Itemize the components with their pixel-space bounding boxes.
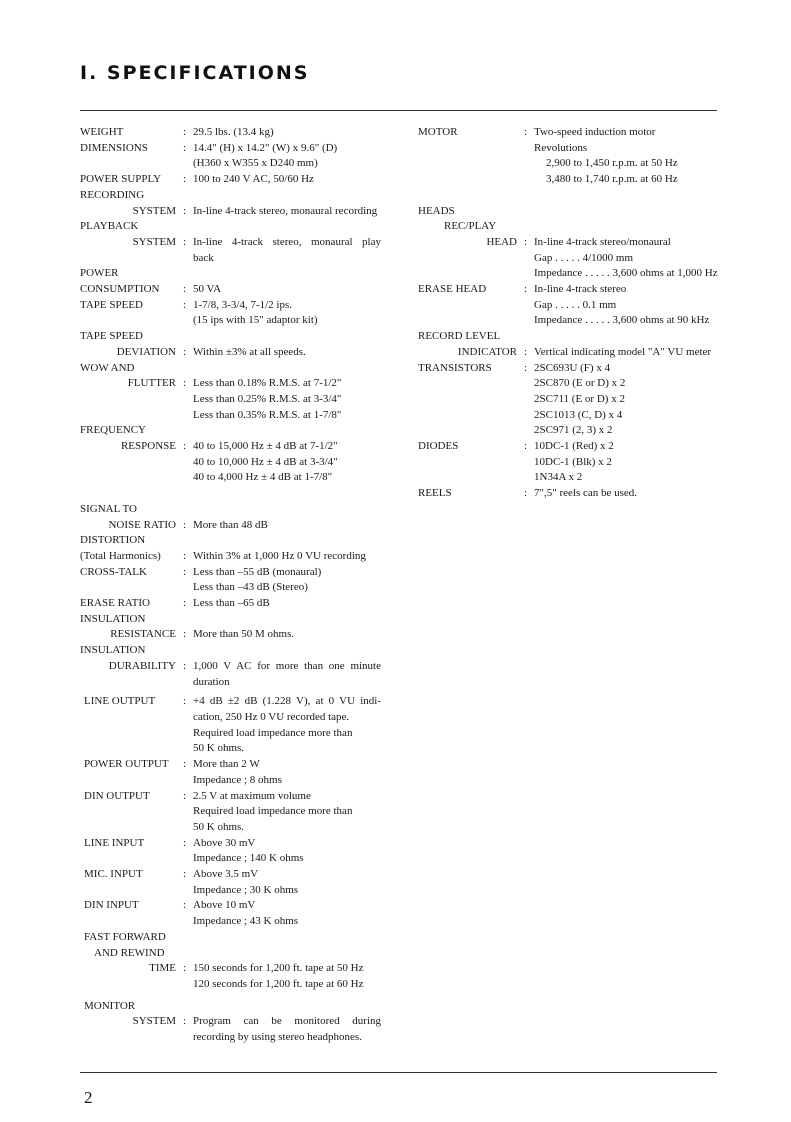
spec-value: Impedance . . . . . 3,600 ohms at 90 kHz xyxy=(534,314,710,327)
spec-label: HEAD xyxy=(486,235,517,248)
spec-value: Program can be monitored during xyxy=(193,1015,381,1028)
spec-label: MOTOR xyxy=(418,126,458,138)
spec-value: 50 K ohms. xyxy=(193,742,245,755)
spec-label: INSULATION xyxy=(80,644,146,657)
separator: : xyxy=(182,899,187,912)
spec-label: ERASE HEAD xyxy=(418,283,487,296)
spec-value: Vertical indicating model "A" VU meter xyxy=(534,345,712,358)
separator: : xyxy=(182,440,187,453)
spec-value: 2SC870 (E or D) x 2 xyxy=(534,377,626,390)
spec-label: WEIGHT xyxy=(80,126,124,138)
separator: : xyxy=(523,440,528,453)
spec-line-input xyxy=(80,836,390,867)
separator: : xyxy=(182,789,187,802)
spec-value: 40 to 10,000 Hz ± 4 dB at 3-3/4" xyxy=(193,455,338,468)
spec-label: SYSTEM xyxy=(132,204,176,217)
spec-value: cation, 250 Hz 0 VU recorded tape. xyxy=(193,711,350,723)
spec-value: Impedance ; 30 K ohms xyxy=(193,883,299,896)
separator: : xyxy=(523,361,528,374)
spec-label: POWER xyxy=(80,267,119,280)
spec-label: LINE OUTPUT xyxy=(84,695,156,708)
spec-label: NOISE RATIO xyxy=(108,518,176,531)
spec-value: Above 10 mV xyxy=(193,899,256,912)
spec-value: Less than 0.25% R.M.S. at 3-3/4" xyxy=(193,392,342,405)
spec-value: Within ±3% at all speeds. xyxy=(193,345,306,358)
spec-label: DIN OUTPUT xyxy=(84,789,150,802)
spec-value: 2SC693U (F) x 4 xyxy=(534,361,611,374)
spec-motor xyxy=(418,125,728,188)
spec-weight xyxy=(80,125,390,141)
spec-value: Impedance . . . . . 3,600 ohms at 1,000 Hz xyxy=(534,267,718,280)
spec-value: 10DC-1 (Red) x 2 xyxy=(534,440,614,453)
separator: : xyxy=(523,345,528,358)
spec-record-level xyxy=(418,329,728,345)
separator: : xyxy=(523,235,528,248)
spec-label: MONITOR xyxy=(84,999,136,1012)
spec-value: Revolutions xyxy=(534,141,588,154)
spec-value: Impedance ; 8 ohms xyxy=(193,773,282,786)
spec-label: FREQUENCY xyxy=(80,424,147,437)
spec-label: TRANSISTORS xyxy=(418,361,492,374)
spec-column-left xyxy=(80,125,390,1046)
spec-label: AND REWIND xyxy=(94,946,165,959)
spec-value: In-line 4-track stereo, monaural play xyxy=(193,235,381,248)
spec-value: 40 to 4,000 Hz ± 4 dB at 1-7/8" xyxy=(193,471,333,484)
separator: : xyxy=(523,126,528,138)
spec-value: Less than –43 dB (Stereo) xyxy=(193,581,308,594)
spec-label: CONSUMPTION xyxy=(80,283,160,296)
spec-label: RESISTANCE xyxy=(110,628,176,641)
spec-label: TAPE SPEED xyxy=(80,330,143,343)
spec-value: Gap . . . . . 0.1 mm xyxy=(534,298,617,311)
spec-value: Less than 0.18% R.M.S. at 7-1/2" xyxy=(193,377,342,390)
spec-value: 120 seconds for 1,200 ft. tape at 60 Hz xyxy=(193,977,364,990)
spec-frequency-response xyxy=(80,423,390,439)
spec-label: DIODES xyxy=(418,440,459,453)
spec-label: DIN INPUT xyxy=(84,899,139,912)
spec-tape-speed xyxy=(80,298,390,329)
spec-value: 100 to 240 V AC, 50/60 Hz xyxy=(193,173,314,186)
spec-value: Above 30 mV xyxy=(193,836,256,849)
spec-heads xyxy=(418,204,728,220)
spec-column-right xyxy=(418,125,728,502)
spec-value: Less than –65 dB xyxy=(193,597,270,610)
separator: : xyxy=(523,487,528,500)
page-title: I. SPECIFICATIONS xyxy=(80,62,310,84)
spec-diodes xyxy=(418,439,728,486)
spec-label: WOW AND xyxy=(80,361,135,374)
spec-label: SYSTEM xyxy=(132,235,176,248)
spec-value: 2SC1013 (C, D) x 4 xyxy=(534,408,623,421)
separator: : xyxy=(182,235,187,248)
spec-label: DISTORTION xyxy=(80,534,146,547)
spec-transistors xyxy=(418,361,728,440)
separator: : xyxy=(182,126,187,138)
separator: : xyxy=(182,549,187,562)
separator: : xyxy=(523,283,528,296)
spec-value: Less than 0.35% R.M.S. at 1-7/8" xyxy=(193,408,342,421)
spec-value: 2.5 V at maximum volume xyxy=(193,789,311,802)
spec-label: SIGNAL TO xyxy=(80,502,137,515)
spec-erase-ratio xyxy=(80,596,390,612)
spec-label: REELS xyxy=(418,487,452,500)
separator: : xyxy=(182,659,187,672)
spec-line-output xyxy=(80,694,390,757)
spec-value: 1N34A x 2 xyxy=(534,471,583,484)
spec-value: Within 3% at 1,000 Hz 0 VU recording xyxy=(193,549,366,562)
spec-value: 1,000 V AC for more than one minute xyxy=(193,659,381,672)
spec-reels xyxy=(418,486,728,502)
spec-value: More than 48 dB xyxy=(193,518,268,531)
spec-value: 2SC711 (E or D) x 2 xyxy=(534,392,625,405)
spec-label: HEADS xyxy=(418,204,455,217)
spec-label: LINE INPUT xyxy=(84,836,145,849)
separator: : xyxy=(182,518,187,531)
spec-label: DURABILITY xyxy=(108,659,176,672)
separator: : xyxy=(182,695,187,708)
spec-value: 2SC971 (2, 3) x 2 xyxy=(534,424,613,437)
spec-value: Impedance ; 140 K ohms xyxy=(193,852,304,865)
spec-dimensions xyxy=(80,141,390,172)
separator: : xyxy=(182,597,187,610)
spec-insulation-durability xyxy=(80,643,390,659)
spec-value: back xyxy=(193,251,214,264)
spec-value: 14.4" (H) x 14.2" (W) x 9.6" (D) xyxy=(193,141,338,154)
separator: : xyxy=(182,1015,187,1028)
spec-playback xyxy=(80,219,390,235)
spec-snr xyxy=(80,502,390,518)
spec-value: Impedance ; 43 K ohms xyxy=(193,915,299,928)
spec-value: recording by using stereo headphones. xyxy=(193,1031,362,1044)
spec-crosstalk xyxy=(80,565,390,596)
separator: : xyxy=(182,836,187,849)
separator: : xyxy=(182,868,187,881)
spec-value: 40 to 15,000 Hz ± 4 dB at 7-1/2" xyxy=(193,440,338,453)
spec-label: RECORD LEVEL xyxy=(418,330,501,343)
spec-value: In-line 4-track stereo/monaural xyxy=(534,235,671,248)
spec-ff-rewind xyxy=(80,930,390,946)
spec-value: 50 VA xyxy=(193,283,222,296)
spec-tape-speed-deviation xyxy=(80,329,390,345)
spec-label: FLUTTER xyxy=(127,377,176,390)
spec-label: SYSTEM xyxy=(132,1015,176,1028)
spec-label: DIMENSIONS xyxy=(80,141,148,154)
spec-mic-input xyxy=(80,867,390,898)
spec-value: In-line 4-track stereo xyxy=(534,283,627,296)
page-number: 2 xyxy=(84,1088,93,1107)
separator: : xyxy=(182,345,187,358)
spec-value: More than 50 M ohms. xyxy=(193,628,295,641)
separator: : xyxy=(182,565,187,578)
spec-value: Less than –55 dB (monaural) xyxy=(193,565,322,578)
spec-insulation-resistance xyxy=(80,612,390,628)
spec-erase-head xyxy=(418,282,728,329)
spec-value: 29.5 lbs. (13.4 kg) xyxy=(193,126,274,138)
spec-value: Required load impedance more than xyxy=(193,805,353,818)
spec-power-output xyxy=(80,757,390,788)
separator: : xyxy=(182,962,187,975)
spec-power xyxy=(80,266,390,282)
spec-power-supply xyxy=(80,172,390,188)
spec-value: Gap . . . . . 4/1000 mm xyxy=(534,251,633,264)
spec-label: CROSS-TALK xyxy=(80,565,147,578)
spec-value: Required load impedance more than xyxy=(193,726,353,739)
spec-value: (H360 x W355 x D240 mm) xyxy=(193,157,318,170)
spec-label: INDICATOR xyxy=(457,345,517,358)
separator: : xyxy=(182,283,187,296)
spec-label: TIME xyxy=(149,962,176,975)
spec-label: DEVIATION xyxy=(116,345,176,358)
spec-label: RECORDING xyxy=(80,188,145,201)
spec-value: +4 dB ±2 dB (1.228 V), at 0 VU indi- xyxy=(193,695,381,708)
spec-value: 50 K ohms. xyxy=(193,820,245,833)
spec-value: duration xyxy=(193,675,230,688)
spec-label: PLAYBACK xyxy=(80,220,139,233)
spec-value: 7",5" reels can be used. xyxy=(534,487,638,500)
spec-value: In-line 4-track stereo, monaural recording xyxy=(193,204,378,217)
separator: : xyxy=(182,298,187,311)
spec-monitor xyxy=(80,999,390,1015)
spec-value: 1-7/8, 3-3/4, 7-1/2 ips. xyxy=(193,298,292,311)
separator: : xyxy=(182,173,187,186)
spec-value: 2,900 to 1,450 r.p.m. at 50 Hz xyxy=(546,157,678,170)
spec-label: INSULATION xyxy=(80,612,146,625)
spec-recording xyxy=(80,188,390,204)
spec-value: (15 ips with 15" adaptor kit) xyxy=(193,314,318,327)
spec-label: RESPONSE xyxy=(120,440,176,453)
spec-label: FAST FORWARD xyxy=(84,930,166,943)
spec-label: MIC. INPUT xyxy=(84,868,143,881)
separator: : xyxy=(182,758,187,771)
separator: : xyxy=(182,204,187,217)
spec-value: Two-speed induction motor xyxy=(534,126,656,138)
spec-distortion xyxy=(80,533,390,549)
spec-label: REC/PLAY xyxy=(444,220,497,233)
separator: : xyxy=(182,628,187,641)
spec-label: (Total Harmonics) xyxy=(80,549,161,562)
spec-value: 3,480 to 1,740 r.p.m. at 60 Hz xyxy=(546,173,678,186)
spec-value: 10DC-1 (Blk) x 2 xyxy=(534,455,612,468)
spec-value: 150 seconds for 1,200 ft. tape at 50 Hz xyxy=(193,962,364,975)
spec-wow-flutter xyxy=(80,361,390,377)
spec-label: ERASE RATIO xyxy=(80,597,150,610)
spec-din-output xyxy=(80,789,390,836)
spec-label: TAPE SPEED xyxy=(80,298,143,311)
spec-value: Above 3.5 mV xyxy=(193,868,259,881)
spec-din-input xyxy=(80,898,390,929)
separator: : xyxy=(182,141,187,154)
footer-rule xyxy=(80,1072,717,1073)
spec-value: More than 2 W xyxy=(193,758,260,771)
spec-label: POWER SUPPLY xyxy=(80,173,162,186)
separator: : xyxy=(182,377,187,390)
header-rule xyxy=(80,110,717,111)
spec-label: POWER OUTPUT xyxy=(84,758,169,771)
